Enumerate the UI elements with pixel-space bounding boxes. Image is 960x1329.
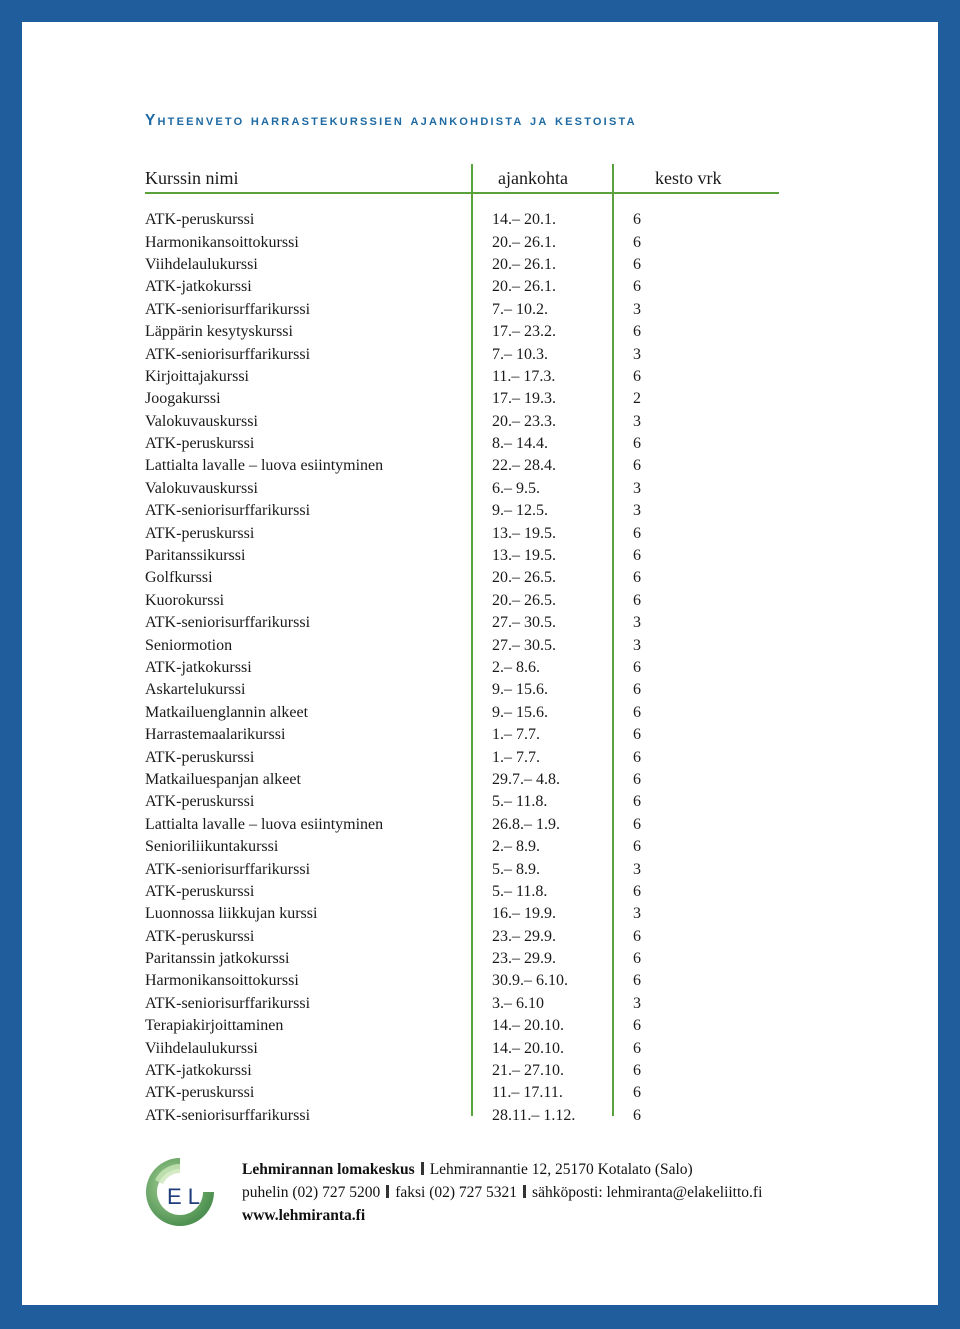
separator [421,1162,424,1175]
cell-course-name: Terapiakirjoittaminen [145,1017,284,1035]
cell-duration: 6 [633,211,641,229]
table-row [145,993,779,1015]
cell-duration: 6 [633,323,641,341]
cell-date: 11.– 17.3. [492,367,556,385]
cell-course-name: Valokuvauskurssi [145,412,258,430]
cell-course-name: ATK-jatkokurssi [145,278,252,296]
cell-date: 20.– 26.5. [492,569,556,587]
table-row [145,299,779,321]
cell-date: 13.– 19.5. [492,524,556,542]
cell-course-name: Viihdelaulukurssi [145,255,258,273]
table-row [145,858,779,880]
header-course-name: Kurssin nimi [145,167,239,188]
table-row [145,231,779,253]
cell-course-name: Paritanssikurssi [145,547,246,565]
cell-date: 20.– 23.3. [492,412,556,430]
table-row [145,881,779,903]
cell-date: 8.– 14.4. [492,435,548,453]
cell-course-name: ATK-peruskurssi [145,793,255,811]
footer-web-link[interactable]: www.lehmiranta.fi [242,1207,366,1224]
cell-course-name: ATK-jatkokurssi [145,659,252,676]
table-header [145,164,779,194]
cell-course-name: Matkailuenglannin alkeet [145,703,309,721]
cell-course-name: Läppärin kesytyskurssi [145,323,293,341]
cell-date: 1.– 7.7. [492,748,540,766]
cell-course-name: ATK-jatkokurssi [145,1062,252,1080]
cell-course-name: ATK-peruskurssi [145,435,255,453]
separator [523,1185,526,1198]
cell-duration: 6 [633,255,641,273]
cell-course-name: Joogakurssi [145,390,221,408]
cell-date: 20.– 26.1. [492,255,556,273]
cell-course-name: Seniormotion [145,636,233,654]
cell-date: 20.– 26.1. [492,278,556,296]
footer-phone: puhelin (02) 727 5200 [242,1184,381,1201]
cell-duration: 3 [633,905,641,923]
cell-duration: 6 [633,950,641,968]
el-logo [143,1156,217,1228]
table-row [145,321,779,343]
cell-course-name: Kuorokurssi [145,591,225,609]
cell-date: 5.– 8.9. [492,860,540,878]
cell-course-name: Paritanssin jatkokurssi [145,950,290,968]
cell-duration: 3 [633,412,641,430]
table-row [145,366,779,388]
cell-duration: 6 [633,681,641,699]
table-row [145,836,779,858]
cell-date: 2.– 8.6. [492,659,540,676]
cell-date: 9.– 12.5. [492,502,548,520]
cell-duration: 6 [633,882,641,900]
cell-date: 9.– 15.6. [492,681,548,699]
cell-date: 5.– 11.8. [492,793,548,811]
table-row [145,746,779,768]
cell-duration: 6 [633,770,641,788]
cell-date: 9.– 15.6. [492,703,548,721]
footer-address: Lehmirannantie 12, 25170 Kotalato (Salo) [429,1161,693,1178]
cell-duration: 6 [633,1106,641,1124]
table-row [145,343,779,365]
table-row [145,522,779,544]
table-row [145,254,779,276]
cell-duration: 6 [633,1084,641,1102]
cell-course-name: Golfkurssi [145,569,213,587]
cell-duration: 3 [633,860,641,878]
cell-duration: 6 [633,726,641,744]
table-row [145,612,779,634]
cell-course-name: Harmonikansoittokurssi [145,233,299,251]
cell-duration: 6 [633,703,641,721]
table-row [145,814,779,836]
table-row [145,478,779,500]
cell-duration: 6 [633,793,641,811]
cell-date: 26.8.– 1.9. [492,815,560,833]
cell-duration: 6 [633,659,641,676]
cell-date: 20.– 26.5. [492,591,556,609]
cell-date: 27.– 30.5. [492,614,556,632]
cell-duration: 3 [633,300,641,318]
cell-date: 21.– 27.10. [492,1062,564,1080]
cell-duration: 3 [633,502,641,520]
cell-date: 23.– 29.9. [492,950,556,968]
cell-duration: 3 [633,479,641,497]
cell-date: 5.– 11.8. [492,882,548,900]
cell-date: 29.7.– 4.8. [492,770,560,788]
cell-duration: 6 [633,524,641,542]
cell-duration: 2 [633,390,641,408]
table-row [145,769,779,791]
table-row [145,545,779,567]
cell-course-name: Viihdelaulukurssi [145,1039,258,1057]
table-row [145,791,779,813]
cell-course-name: ATK-seniorisurffarikurssi [145,860,311,878]
cell-course-name: ATK-peruskurssi [145,927,255,945]
cell-course-name: Matkailuespanjan alkeet [145,770,301,788]
cell-duration: 6 [633,233,641,251]
table-row [145,1060,779,1082]
table-row [145,411,779,433]
cell-duration: 6 [633,278,641,296]
cell-duration: 6 [633,1062,641,1080]
cell-duration: 6 [633,1039,641,1057]
cell-date: 1.– 7.7. [492,726,540,744]
table-row [145,948,779,970]
cell-course-name: ATK-peruskurssi [145,211,255,229]
cell-course-name: Luonnossa liikkujan kurssi [145,905,318,923]
cell-course-name: ATK-seniorisurffarikurssi [145,502,311,520]
table-row [145,388,779,410]
cell-date: 30.9.– 6.10. [492,972,568,990]
page-title: Yhteenveto harrastekurssien ajankohdista ja kestoista [145,112,637,129]
cell-course-name: ATK-seniorisurffarikurssi [145,300,311,318]
table-row [145,1082,779,1104]
cell-date: 3.– 6.10 [492,994,544,1012]
footer-line-1 [242,1158,762,1181]
cell-duration: 3 [633,994,641,1012]
footer-fax: faksi (02) 727 5321 [395,1184,518,1201]
footer-email-link[interactable]: sähköposti: lehmiranta@elakeliitto.fi [532,1184,763,1201]
cell-date: 7.– 10.3. [492,345,548,363]
cell-date: 7.– 10.2. [492,300,548,318]
table-row [145,1015,779,1037]
cell-duration: 6 [633,972,641,990]
logo-lettering: E L [167,1184,201,1209]
cell-date: 11.– 17.11. [492,1084,563,1102]
cell-course-name: ATK-seniorisurffarikurssi [145,614,311,632]
table-row [145,567,779,589]
cell-duration: 6 [633,1017,641,1035]
cell-date: 13.– 19.5. [492,547,556,565]
cell-duration: 6 [633,927,641,945]
cell-course-name: ATK-peruskurssi [145,1084,255,1102]
cell-duration: 6 [633,547,641,565]
cell-duration: 6 [633,815,641,833]
table-row [145,702,779,724]
cell-date: 2.– 8.9. [492,838,540,856]
cell-date: 14.– 20.10. [492,1039,564,1057]
cell-course-name: Kirjoittajakurssi [145,367,249,385]
footer-line-3 [242,1204,762,1227]
cell-date: 17.– 23.2. [492,323,556,341]
cell-course-name: Askartelukurssi [145,681,246,699]
table-row [145,926,779,948]
table-body [145,194,779,1127]
cell-course-name: Harmonikansoittokurssi [145,972,299,990]
table-row [145,1037,779,1059]
cell-duration: 6 [633,748,641,766]
header-date: ajankohta [498,167,568,188]
cell-date: 22.– 28.4. [492,457,556,475]
footer-line-2 [242,1181,762,1204]
cell-duration: 6 [633,457,641,475]
cell-duration: 6 [633,591,641,609]
table-row [145,903,779,925]
cell-date: 23.– 29.9. [492,927,556,945]
cell-duration: 6 [633,838,641,856]
cell-course-name: Lattialta lavalle – luova esiintyminen [145,457,384,475]
cell-date: 14.– 20.1. [492,211,556,229]
separator [386,1185,389,1198]
table-row [145,500,779,522]
table-row [145,679,779,701]
table-row [145,634,779,656]
cell-date: 6.– 9.5. [492,479,540,497]
cell-course-name: Harrastemaalarikurssi [145,726,286,744]
table-row [145,590,779,612]
cell-date: 28.11.– 1.12. [492,1106,576,1124]
cell-date: 17.– 19.3. [492,390,556,408]
cell-date: 14.– 20.10. [492,1017,564,1035]
table-row [145,970,779,992]
cell-course-name: Senioriliikuntakurssi [145,838,279,856]
course-table [145,164,779,1127]
cell-date: 16.– 19.9. [492,905,556,923]
table-row [145,276,779,298]
footer-org: Lehmirannan lomakeskus [242,1161,415,1178]
cell-course-name: ATK-seniorisurffarikurssi [145,994,311,1012]
table-row [145,724,779,746]
cell-date: 20.– 26.1. [492,233,556,251]
cell-duration: 3 [633,345,641,363]
table-row [145,433,779,455]
footer-contact [242,1158,762,1227]
cell-course-name: ATK-peruskurssi [145,524,255,542]
table-row [145,657,779,679]
cell-duration: 6 [633,569,641,587]
cell-duration: 3 [633,614,641,632]
header-duration: kesto vrk [655,167,722,188]
cell-date: 27.– 30.5. [492,636,556,654]
table-row [145,1105,779,1127]
cell-duration: 3 [633,636,641,654]
cell-course-name: Valokuvauskurssi [145,479,258,497]
cell-course-name: Lattialta lavalle – luova esiintyminen [145,815,384,833]
cell-course-name: ATK-seniorisurffarikurssi [145,1106,311,1124]
cell-course-name: ATK-seniorisurffarikurssi [145,345,311,363]
cell-duration: 6 [633,435,641,453]
cell-course-name: ATK-peruskurssi [145,882,255,900]
cell-duration: 6 [633,367,641,385]
cell-course-name: ATK-peruskurssi [145,748,255,766]
table-row [145,209,779,231]
table-row [145,455,779,477]
